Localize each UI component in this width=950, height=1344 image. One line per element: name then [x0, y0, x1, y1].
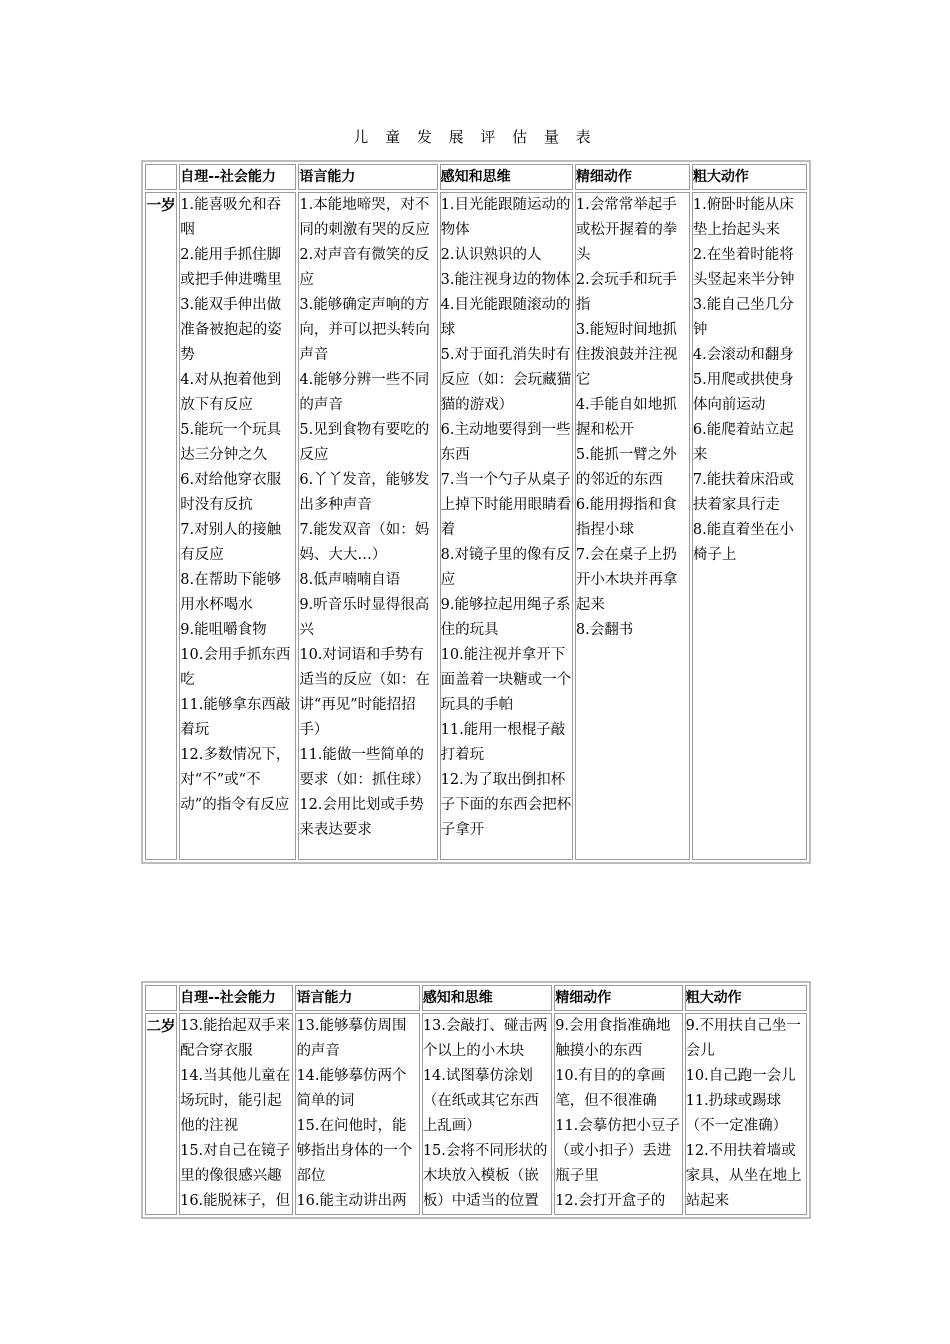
list-item: 8.低声喃喃自语 [299, 572, 401, 588]
list-item: 11.能做一些简单的要求（如：抓住球） [299, 747, 430, 788]
list-item: 12.会用比划或手势来表达要求 [299, 797, 424, 838]
list-item: 12.会打开盒子的 [555, 1193, 666, 1209]
list-item: 5.用爬或拱使身体向前运动 [692, 372, 794, 413]
list-item: 9.能咀嚼食物 [180, 622, 267, 638]
gross-motor-cell [692, 192, 807, 860]
list-item: 8.能直着坐在小椅子上 [692, 522, 794, 563]
gross-motor-cell [685, 1013, 807, 1215]
list-item: 6.主动地要得到一些东西 [440, 422, 571, 463]
age-label: 二岁 [145, 1013, 177, 1215]
list-item: 6.能爬着站立起来 [692, 422, 794, 463]
list-item: 1.本能地啼哭，对不同的刺激有哭的反应 [299, 197, 430, 238]
list-item: 2.会玩手和玩手指 [575, 272, 677, 313]
list-item: 10.对词语和手势有适当的反应（如：在讲“再见”时能招招手） [299, 647, 430, 738]
header-gross-motor: 粗大动作 [685, 985, 807, 1011]
list-item: 9.不用扶自己坐一会儿 [685, 1018, 801, 1059]
table-header-row [145, 164, 807, 190]
list-item: 4.会滚动和翻身 [692, 347, 794, 363]
list-item: 15.在问他时，能够指出身体的一个部位 [296, 1118, 413, 1184]
list-item: 4.手能自如地抓握和松开 [575, 397, 677, 438]
list-item: 10.能注视并拿开下面盖着一块糖或一个玩具的手帕 [440, 647, 572, 713]
list-item: 7.当一个勺子从桌子上掉下时能用眼睛看着 [440, 472, 572, 538]
list-item: 10.有目的的拿画笔，但不很准确 [555, 1068, 666, 1109]
list-item: 7.能扶着床沿或扶着家具行走 [692, 472, 794, 513]
list-item: 14.当其他儿童在场玩时，能引起他的注视 [180, 1068, 291, 1134]
list-item: 15.对自己在镜子里的像很感兴趣 [180, 1143, 291, 1184]
language-cell [295, 1013, 419, 1215]
list-item: 11.能够拿东西敲着玩 [180, 697, 291, 738]
list-item: 12.不用扶着墙或家具，从坐在地上站起来 [685, 1143, 802, 1209]
age-header-cell [145, 985, 177, 1011]
header-language: 语言能力 [298, 164, 437, 190]
list-item: 2.能用手抓住脚或把手伸进嘴里 [180, 247, 282, 288]
list-item: 1.能喜吸允和吞咽 [180, 197, 282, 238]
list-item: 8.对镜子里的像有反应 [440, 547, 571, 588]
list-item: 1.目光能跟随运动的物体 [440, 197, 571, 238]
list-item: 9.会用食指准确地触摸小的东西 [555, 1018, 671, 1059]
list-item: 15.会将不同形状的木块放入模板（嵌板）中适当的位置 [422, 1143, 548, 1209]
list-item: 3.能自己坐几分钟 [692, 297, 794, 338]
list-item: 1.俯卧时能从床垫上抬起头来 [692, 197, 794, 238]
perception-thinking-cell [440, 192, 573, 860]
table-row [145, 192, 807, 860]
list-item: 7.会在桌子上扔开小木块并再拿起来 [575, 547, 678, 613]
list-item: 12.为了取出倒扣杯子下面的东西会把杯子拿开 [440, 772, 572, 838]
page-title: 儿 童 发 展 评 估 量 表 [353, 128, 597, 146]
list-item: 10.自己跑一会儿 [685, 1068, 796, 1084]
list-item: 10.会用手抓东西吃 [180, 647, 291, 688]
list-item: 16.能主动讲出两 [296, 1193, 407, 1209]
list-item: 2.在坐着时能将头竖起来半分钟 [692, 247, 795, 288]
header-fine-motor: 精细动作 [554, 985, 682, 1011]
list-item: 3.能够确定声响的方向，并可以把头转向声音 [299, 297, 430, 363]
list-item: 9.能够拉起用绳子系住的玩具 [440, 597, 571, 638]
list-item: 4.对从抱着他到放下有反应 [180, 372, 282, 413]
list-item: 4.目光能跟随滚动的球 [440, 297, 571, 338]
list-item: 5.能抓一臂之外的邻近的东西 [575, 447, 677, 488]
list-item: 2.认识熟识的人 [440, 247, 542, 263]
self-care-social-cell [179, 192, 296, 860]
list-item: 5.对于面孔消失时有反应（如：会玩藏猫猫的游戏） [440, 347, 572, 413]
list-item: 8.会翻书 [575, 622, 634, 638]
list-item: 16.能脱袜子，但 [180, 1193, 291, 1209]
list-item: 13.能抬起双手来配合穿衣服 [180, 1018, 291, 1059]
list-item: 3.能双手伸出做准备被抱起的姿势 [180, 297, 282, 363]
list-item: 12.多数情况下，对“不”或“不动”的指令有反应 [180, 747, 291, 813]
list-item: 13.能够摹仿周围的声音 [296, 1018, 407, 1059]
header-fine-motor: 精细动作 [575, 164, 690, 190]
age-header-cell [145, 164, 177, 190]
header-perception-thinking: 感知和思维 [440, 164, 573, 190]
list-item: 9.听音乐时显得很高兴 [299, 597, 430, 638]
header-language: 语言能力 [295, 985, 419, 1011]
assessment-table-age-1 [141, 160, 811, 864]
perception-thinking-cell [422, 1013, 552, 1215]
list-item: 14.试图摹仿涂划（在纸或其它东西上乱画） [422, 1068, 539, 1134]
list-item: 7.对别人的接触有反应 [180, 522, 282, 563]
list-item: 6.丫丫发音，能够发出多种声音 [299, 472, 430, 513]
fine-motor-cell [575, 192, 690, 860]
list-item: 14.能够摹仿两个简单的词 [296, 1068, 407, 1109]
list-item: 8.在帮助下能够用水杯喝水 [180, 572, 282, 613]
list-item: 11.会摹仿把小豆子（或小扣子）丢进瓶子里 [555, 1118, 680, 1184]
list-item: 3.能注视身边的物体 [440, 272, 571, 288]
list-item: 2.对声音有微笑的反应 [299, 247, 430, 288]
header-self-care-social: 自理--社会能力 [179, 985, 293, 1011]
list-item: 5.能玩一个玩具达三分钟之久 [180, 422, 282, 463]
fine-motor-cell [554, 1013, 682, 1215]
list-item: 6.能用拇指和食指捏小球 [575, 497, 677, 538]
list-item: 7.能发双音（如：妈妈、大大…） [299, 522, 430, 563]
table-row [145, 1013, 807, 1215]
self-care-social-cell [179, 1013, 293, 1215]
header-perception-thinking: 感知和思维 [422, 985, 552, 1011]
list-item: 13.会敲打、碰击两个以上的小木块 [422, 1018, 548, 1059]
list-item: 5.见到食物有要吃的反应 [299, 422, 430, 463]
language-cell [298, 192, 437, 860]
list-item: 4.能够分辨一些不同的声音 [299, 372, 430, 413]
header-gross-motor: 粗大动作 [692, 164, 807, 190]
table-header-row [145, 985, 807, 1011]
list-item: 11.能用一根棍子敲打着玩 [440, 722, 566, 763]
list-item: 11.扔球或踢球（不一定准确） [685, 1093, 788, 1134]
list-item: 3.能短时间地抓住拨浪鼓并注视它 [575, 322, 678, 388]
age-label: 一岁 [145, 192, 177, 860]
header-self-care-social: 自理--社会能力 [179, 164, 296, 190]
list-item: 6.对给他穿衣服时没有反抗 [180, 472, 282, 513]
list-item: 1.会常常举起手或松开握着的拳头 [575, 197, 678, 263]
assessment-table-age-2 [141, 981, 811, 1219]
